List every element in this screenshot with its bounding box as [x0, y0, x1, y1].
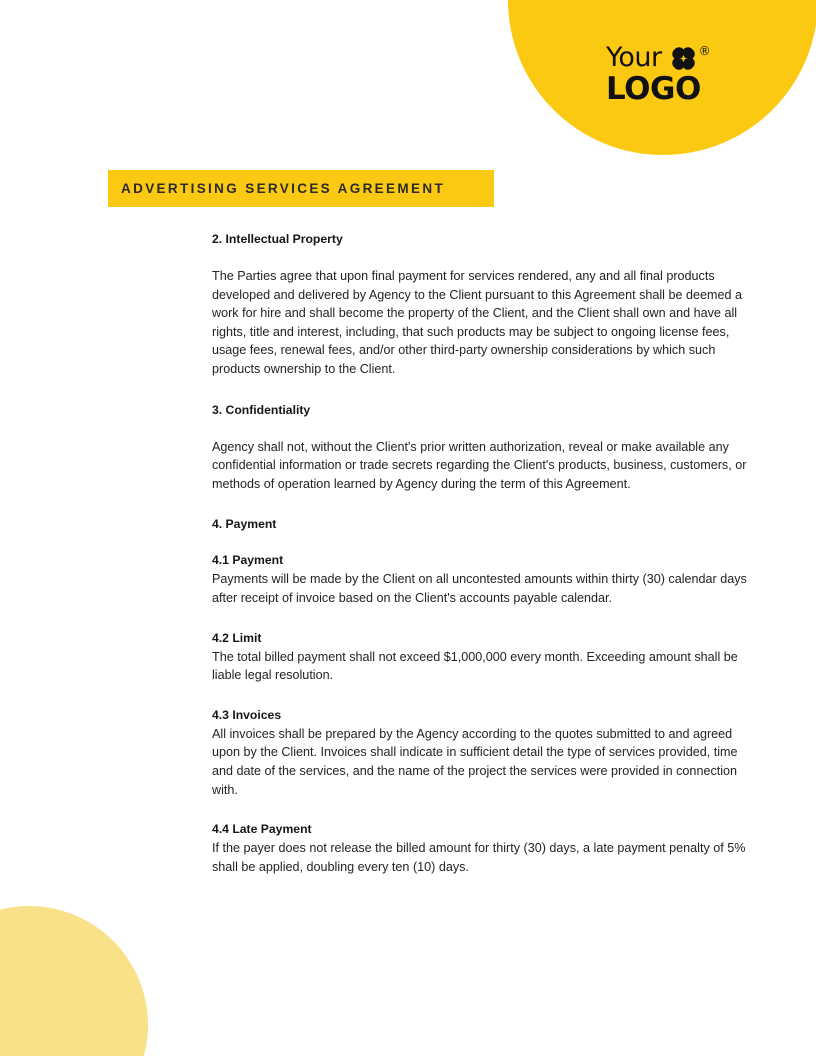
subsection-heading-late-payment: 4.4 Late Payment [212, 822, 312, 837]
subsection-body-invoices: All invoices shall be prepared by the Agency according to the quotes submitted to and agreed upon by the Client. Invoices shall indicate in sufficient detail the type of services provided, time and date of the services, and the name of the project the services were provided in connection with. [212, 726, 738, 797]
subsection-heading-invoices: 4.3 Invoices [212, 707, 282, 722]
subsection-body-payment: Payments will be made by the Client on all uncontested amounts within thirty (30) calendar days after receipt of invoice based on the Client's accounts payable calendar. [212, 572, 747, 605]
page-title: ADVERTISING SERVICES AGREEMENT [121, 181, 446, 196]
quatrefoil-clover-icon [670, 47, 697, 72]
logo-text-your: Your [606, 42, 662, 73]
logo-text-logo: LOGO [606, 71, 701, 107]
section-heading-intellectual-property: 2. Intellectual Property [212, 232, 343, 246]
registered-trademark-icon: ® [698, 44, 711, 58]
subsection-heading-payment: 4.1 Payment [212, 553, 284, 568]
subsection-heading-limit: 4.2 Limit [212, 630, 262, 645]
section-heading-confidentiality: 3. Confidentiality [212, 402, 311, 417]
logo [606, 42, 746, 107]
section-heading-payment: 4. Payment [212, 517, 277, 532]
section-body-confidentiality: Agency shall not, without the Client's prior written authorization, reveal or make available any confidential information or trade secrets regarding the Client's products, business, customers, or methods of operation learned by Agency during the term of this Agreement. [212, 439, 747, 491]
document-body [212, 231, 747, 876]
decorative-circle-bottom-left [0, 906, 148, 1056]
section-body-intellectual-property: The Parties agree that upon final payment for services rendered, any and all final products developed and delivered by Agency to the Client pursuant to this Agreement shall be deemed a work for hire and shall become the property of the Client, and the Client shall own and have all rights, title and interest, including, that such products may be subject to ongoing license fees, usage fees, renewal fees, and/or other third-party ownership considerations by which such products ownership to the Client. [212, 269, 742, 376]
document-title-banner [108, 170, 494, 207]
subsection-body-limit: The total billed payment shall not exceed $1,000,000 every month. Exceeding amount shall be liable legal resolution. [212, 649, 738, 683]
subsection-body-late-payment: If the payer does not release the billed amount for thirty (30) days, a late payment penalty of 5% shall be applied, doubling every ten (10) days. [212, 841, 746, 874]
